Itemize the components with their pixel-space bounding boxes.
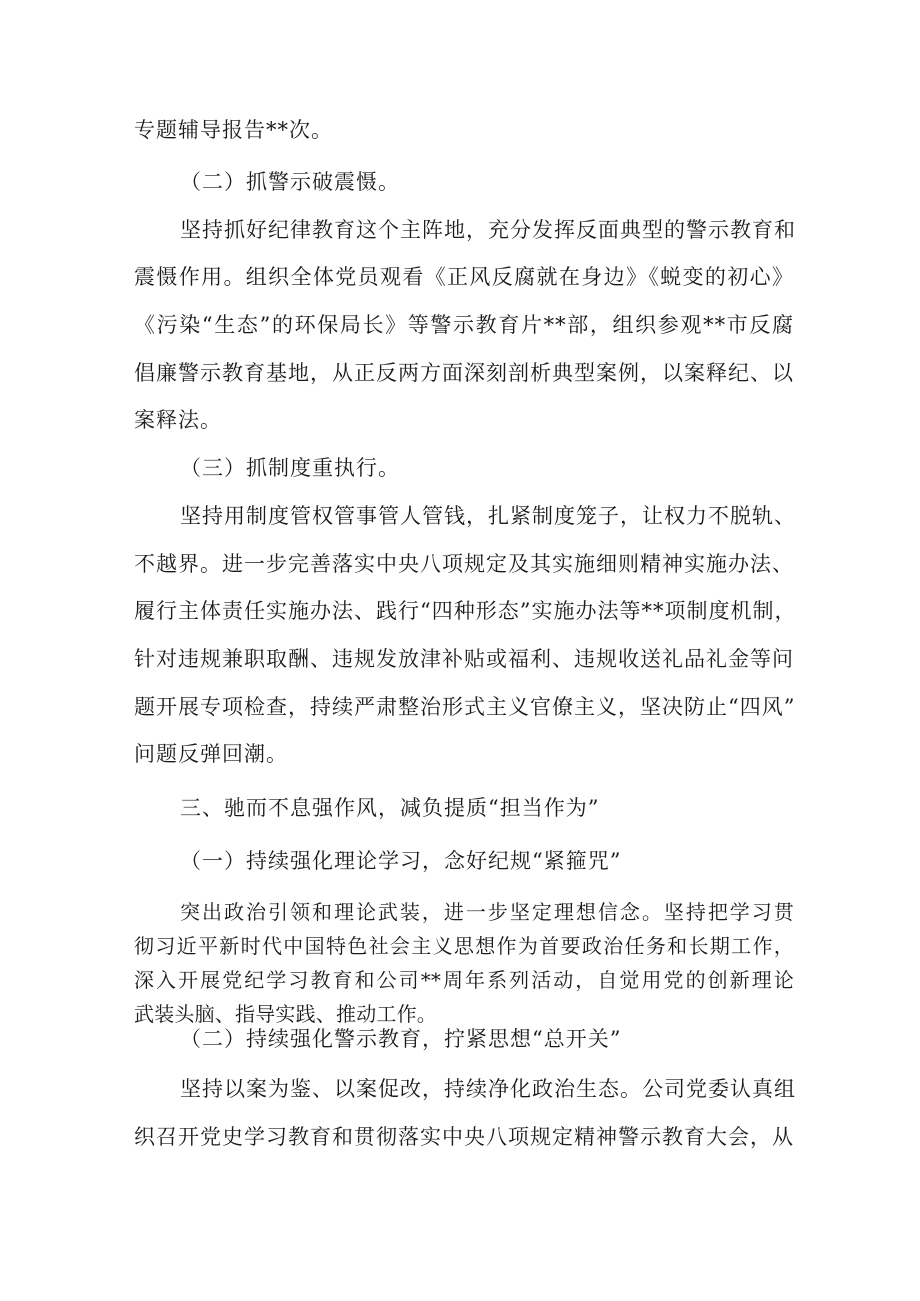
subheading-3-1: （一）持续强化理论学习，念好纪规“紧箍咒” bbox=[180, 849, 622, 873]
text-line-7: 案释法。 bbox=[134, 408, 222, 432]
text-line-3: 坚持抓好纪律教育这个主阵地，充分发挥反面典型的警示教育和 bbox=[180, 218, 796, 242]
text-line-20: 武装头脑、指导实践、推动工作。 bbox=[134, 1002, 437, 1026]
text-line-18: 彻习近平新时代中国特色社会主义思想作为首要政治任务和长期工作， bbox=[134, 934, 794, 958]
text-line-6: 倡廉警示教育基地，从正反两方面深刻剖析典型案例，以案释纪、以 bbox=[134, 361, 794, 385]
section-heading-3: 三、驰而不息强作风，减负提质“担当作为” bbox=[180, 796, 600, 820]
text-line-13: 题开展专项检查，持续严肃整治形式主义官僚主义，坚决防止“四风” bbox=[134, 695, 796, 719]
text-line-14: 问题反弹回潮。 bbox=[134, 742, 288, 766]
text-line-9: 坚持用制度管权管事管人管钱，扎紧制度笼子，让权力不脱轨、 bbox=[180, 504, 796, 528]
text-line-10: 不越界。进一步完善落实中央八项规定及其实施细则精神实施办法、 bbox=[134, 552, 794, 576]
text-line-19: 深入开展党纪学习教育和公司**周年系列活动，自觉用党的创新理论 bbox=[134, 968, 794, 992]
text-line-23: 织召开党史学习教育和贯彻落实中央八项规定精神警示教育大会，从 bbox=[134, 1125, 794, 1149]
text-line-1: 专题辅导报告**次。 bbox=[134, 118, 333, 142]
subheading-3-2: （二）持续强化警示教育，拧紧思想“总开关” bbox=[180, 1027, 622, 1051]
text-line-12: 针对违规兼职取酬、违规发放津补贴或福利、违规收送礼品礼金等问 bbox=[134, 647, 794, 671]
subheading-2: （二）抓警示破震慑。 bbox=[180, 170, 400, 194]
subheading-3: （三）抓制度重执行。 bbox=[180, 456, 400, 480]
text-line-22: 坚持以案为鉴、以案促改，持续净化政治生态。公司党委认真组 bbox=[180, 1077, 796, 1101]
text-line-4: 震慑作用。组织全体党员观看《正风反腐就在身边》《蜕变的初心》 bbox=[134, 265, 794, 289]
text-line-5: 《污染“生态”的环保局长》等警示教育片**部，组织参观**市反腐 bbox=[134, 313, 794, 337]
text-line-17: 突出政治引领和理论武装，进一步坚定理想信念。坚持把学习贯 bbox=[180, 900, 794, 924]
text-line-11: 履行主体责任实施办法、践行“四种形态”实施办法等**项制度机制， bbox=[134, 599, 797, 623]
